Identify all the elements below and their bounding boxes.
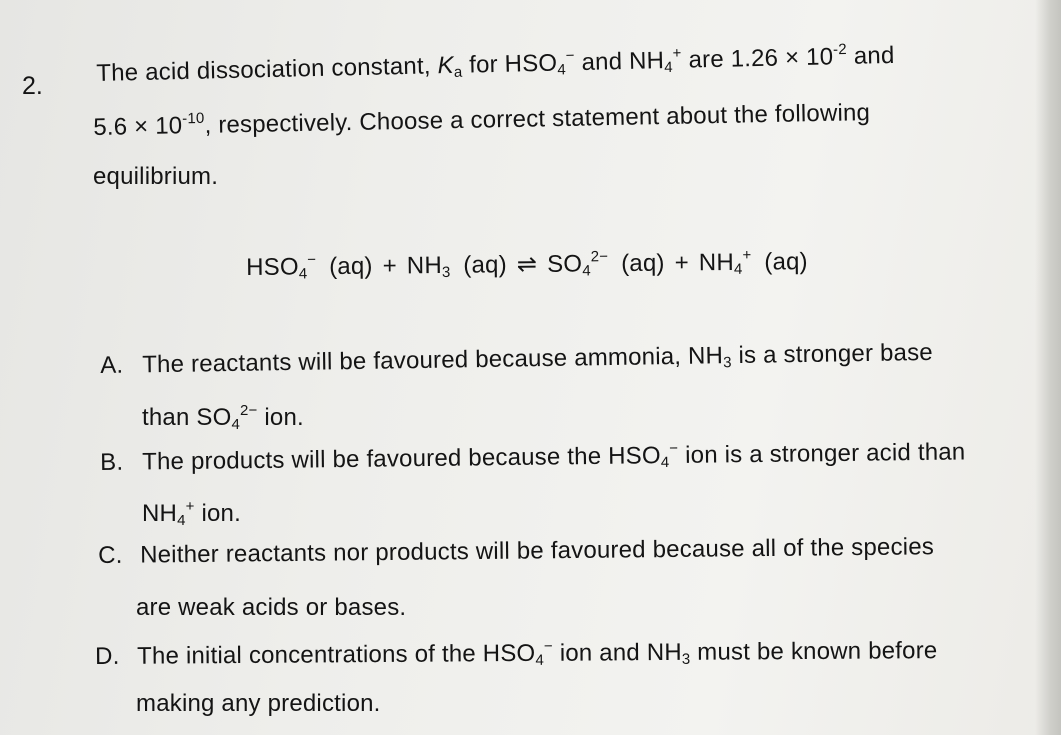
option-letter: A. <box>100 351 124 379</box>
option-text: Neither reactants nor products will be favoured because all of the species <box>139 533 935 569</box>
subscript: 4 <box>733 260 743 278</box>
superscript: + <box>185 498 195 515</box>
subscript: 4 <box>535 651 545 669</box>
stem-text: The acid dissociation constant, <box>96 52 438 87</box>
option-c-line-2: are weak acids or bases. <box>136 594 407 621</box>
eq-reactant-2: NH <box>406 251 443 280</box>
subscript: 3 <box>441 263 451 281</box>
exponent: -2 <box>832 40 848 59</box>
eq-plus: + <box>382 252 397 280</box>
superscript: − <box>543 637 553 655</box>
stem-text: and NH <box>574 47 665 77</box>
option-letter: B. <box>100 448 124 476</box>
eq-product-2: NH <box>698 248 735 277</box>
option-text: ion. <box>257 404 304 431</box>
stem-text: 5.6 × 10 <box>93 112 183 141</box>
subscript: 3 <box>723 354 732 372</box>
exponent: -10 <box>181 109 205 128</box>
equilibrium-arrow-icon: ⇌ <box>516 250 538 279</box>
eq-state: (aq) <box>450 251 507 279</box>
subscript: 4 <box>660 454 670 472</box>
eq-state: (aq) <box>751 248 808 276</box>
eq-plus: + <box>674 249 689 277</box>
option-text: The initial concentrations of the HSO <box>137 639 536 670</box>
superscript: − <box>307 251 317 269</box>
option-text: is a stronger base <box>731 338 934 370</box>
question-number: 2. <box>22 72 43 100</box>
option-text: ion and NH <box>552 638 682 667</box>
ka-symbol: K <box>437 51 455 80</box>
option-text: than SO <box>142 404 232 431</box>
subscript: 3 <box>681 650 691 668</box>
stem-text: , respectively. Choose a correct statement about the following <box>204 99 871 139</box>
option-a-line-2 <box>142 402 304 433</box>
stem-text: are 1.26 × 10 <box>681 43 834 74</box>
question-stem-line-2 <box>93 97 870 142</box>
question-stem-line-3: equilibrium. <box>93 163 219 190</box>
option-c[interactable] <box>98 533 934 570</box>
ka-subscript: a <box>453 63 463 81</box>
eq-state: (aq) <box>608 249 665 278</box>
option-d-line-2: making any prediction. <box>136 690 381 717</box>
option-text: ion. <box>194 500 241 527</box>
option-letter: D. <box>95 642 120 670</box>
option-d[interactable] <box>95 635 938 672</box>
equilibrium-equation <box>246 246 808 283</box>
stem-text: and <box>846 41 895 70</box>
option-a[interactable] <box>100 339 933 381</box>
option-b-line-2 <box>142 498 241 529</box>
subscript: 4 <box>177 512 186 529</box>
superscript: − <box>565 47 575 65</box>
option-text: The products will be favoured because the HSO <box>142 442 661 476</box>
subscript: 4 <box>582 262 591 280</box>
superscript: 2− <box>590 248 609 266</box>
option-text: NH <box>142 500 178 527</box>
option-b[interactable] <box>100 436 966 478</box>
option-text: must be known before <box>690 637 938 666</box>
superscript: + <box>742 246 752 264</box>
page-edge-shadow <box>1035 0 1061 735</box>
question-stem-line-1 <box>96 40 895 89</box>
eq-reactant-1: HSO <box>246 253 299 281</box>
superscript: 2− <box>240 402 258 419</box>
subscript: 4 <box>557 61 567 79</box>
superscript: − <box>669 439 679 458</box>
eq-product-1: SO <box>547 250 583 278</box>
eq-state: (aq) <box>316 252 373 281</box>
subscript: 4 <box>664 58 674 77</box>
superscript: + <box>672 44 682 62</box>
option-text: The reactants will be favoured because ammonia, NH <box>141 342 724 379</box>
option-letter: C. <box>98 541 123 569</box>
stem-text: for HSO <box>461 49 558 79</box>
option-text: ion is a stronger acid than <box>678 438 966 469</box>
subscript: 4 <box>298 265 308 283</box>
subscript: 4 <box>231 416 241 433</box>
